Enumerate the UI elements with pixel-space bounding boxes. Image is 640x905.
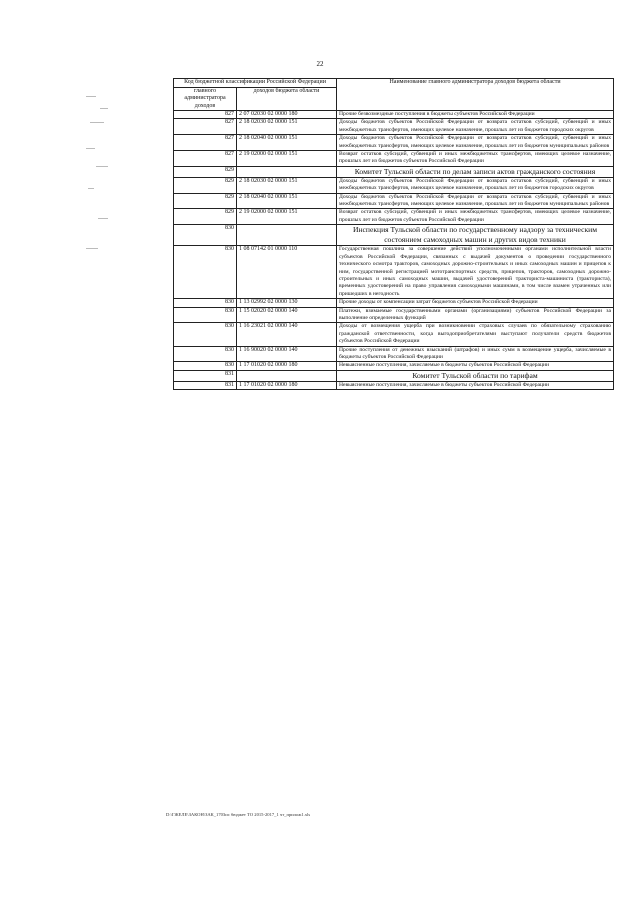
income-name-cell: Невыясненные поступления, зачисляемые в бюджеты субъектов Российской Федерации bbox=[337, 362, 614, 370]
income-name-cell: Платежи, взимаемые государственными органами (организациями) субъектов Российской Федерации за выполнение определенных функций bbox=[337, 307, 614, 323]
admin-code-cell: 831 bbox=[174, 381, 237, 389]
empty-code-cell bbox=[237, 370, 337, 381]
table-row bbox=[174, 307, 614, 323]
income-name-cell: Доходы бюджетов субъектов Российской Федерации от возврата остатков субсидий, субвенций и иных межбюджетных трансфертов, имеющих целевое назначение, прошлых лет из бюджетов городских округов bbox=[337, 177, 614, 193]
page-number: 22 bbox=[316, 60, 324, 68]
header-income-column: доходов бюджета области bbox=[237, 87, 337, 111]
income-name-cell: Доходы бюджетов субъектов Российской Федерации от возврата остатков субсидий, субвенций и иных межбюджетных трансфертов, имеющих целевое назначение, прошлых лет из бюджетов муниципальных районов bbox=[337, 193, 614, 209]
admin-code-cell: 827 bbox=[174, 119, 237, 135]
income-code-cell: 2 18 02030 02 0000 151 bbox=[237, 177, 337, 193]
income-code-cell: 2 18 02040 02 0000 151 bbox=[237, 193, 337, 209]
admin-code-cell: 829 bbox=[174, 193, 237, 209]
empty-code-cell bbox=[237, 225, 337, 246]
admin-code-cell: 830 bbox=[174, 225, 237, 246]
header-code-group: Код бюджетной классификации Российской Федерации bbox=[174, 79, 337, 88]
section-row bbox=[174, 225, 614, 246]
income-name-cell: Прочие поступления от денежных взысканий (штрафов) и иных сумм в возмещение ущерба, зачисляемые в бюджеты субъектов Российской Федерации bbox=[337, 346, 614, 362]
empty-code-cell bbox=[237, 166, 337, 177]
admin-code-cell: 830 bbox=[174, 299, 237, 307]
income-code-cell: 1 08 07142 01 0000 110 bbox=[237, 246, 337, 299]
admin-code-cell: 827 bbox=[174, 135, 237, 151]
budget-codes-table bbox=[173, 78, 614, 390]
header-name-column: Наименование главного администратора доходов бюджета области bbox=[337, 79, 614, 111]
footer-file-path: D:\ГЖЕЛЕ\ЗАКОН\ЗАК_1703ис бюджет ТО 2015-2017_1 чт_прилож1.xls bbox=[166, 812, 311, 817]
table-row bbox=[174, 246, 614, 299]
admin-code-cell: 830 bbox=[174, 246, 237, 299]
table-row bbox=[174, 177, 614, 193]
income-name-cell: Прочие безвозмездные поступления в бюджеты субъектов Российской Федерации bbox=[337, 111, 614, 119]
admin-code-cell: 830 bbox=[174, 346, 237, 362]
income-code-cell: 1 16 90020 02 0000 140 bbox=[237, 346, 337, 362]
admin-code-cell: 831 bbox=[174, 370, 237, 381]
section-row bbox=[174, 370, 614, 381]
income-name-cell: Доходы бюджетов субъектов Российской Федерации от возврата остатков субсидий, субвенций и иных межбюджетных трансфертов, имеющих целевое назначение, прошлых лет из бюджетов городских округов bbox=[337, 119, 614, 135]
admin-code-cell: 827 bbox=[174, 111, 237, 119]
margin-scan-marks bbox=[86, 88, 126, 258]
income-code-cell: 2 19 02000 02 0000 151 bbox=[237, 209, 337, 225]
table-row bbox=[174, 193, 614, 209]
admin-code-cell: 830 bbox=[174, 362, 237, 370]
admin-code-cell: 830 bbox=[174, 323, 237, 346]
income-code-cell: 1 15 02020 02 0000 140 bbox=[237, 307, 337, 323]
table-body bbox=[174, 111, 614, 390]
table-row bbox=[174, 111, 614, 119]
table-row bbox=[174, 362, 614, 370]
admin-code-cell: 829 bbox=[174, 166, 237, 177]
income-name-cell: Возврат остатков субсидий, субвенций и иных межбюджетных трансфертов, имеющих целевое назначение, прошлых лет из бюджетов субъектов Российской Федерации bbox=[337, 209, 614, 225]
table-row bbox=[174, 119, 614, 135]
income-name-cell: Доходы от возмещения ущерба при возникновении страховых случаев по обязательному страхованию гражданской ответственности, когда выгодоприобретателями выступают получатели средств бюджетов субъектов Российской Федерации bbox=[337, 323, 614, 346]
administrator-title-cell: Комитет Тульской области по делам записи актов гражданского состояния bbox=[337, 166, 614, 177]
administrator-title-cell: Комитет Тульской области по тарифам bbox=[337, 370, 614, 381]
income-code-cell: 1 17 01020 02 0000 180 bbox=[237, 362, 337, 370]
income-name-cell: Невыясненные поступления, зачисляемые в бюджеты субъектов Российской Федерации bbox=[337, 381, 614, 389]
admin-code-cell: 829 bbox=[174, 177, 237, 193]
admin-code-cell: 827 bbox=[174, 151, 237, 167]
income-code-cell: 1 16 23021 02 0000 140 bbox=[237, 323, 337, 346]
admin-code-cell: 829 bbox=[174, 209, 237, 225]
income-code-cell: 2 18 02030 02 0000 151 bbox=[237, 119, 337, 135]
admin-code-cell: 830 bbox=[174, 307, 237, 323]
income-name-cell: Доходы бюджетов субъектов Российской Федерации от возврата остатков субсидий, субвенций и иных межбюджетных трансфертов, имеющих целевое назначение, прошлых лет из бюджетов муниципальных районов bbox=[337, 135, 614, 151]
table-row bbox=[174, 209, 614, 225]
section-row bbox=[174, 166, 614, 177]
income-code-cell: 2 07 02030 02 0000 180 bbox=[237, 111, 337, 119]
header-admin-column: главного администратора доходов bbox=[174, 87, 237, 111]
table-row bbox=[174, 323, 614, 346]
table-row bbox=[174, 135, 614, 151]
income-name-cell: Возврат остатков субсидий, субвенций и иных межбюджетных трансфертов, имеющих целевое назначение, прошлых лет из бюджетов субъектов Российской Федерации bbox=[337, 151, 614, 167]
income-code-cell: 1 13 02992 02 0000 130 bbox=[237, 299, 337, 307]
income-code-cell: 1 17 01020 02 0000 180 bbox=[237, 381, 337, 389]
income-code-cell: 2 18 02040 02 0000 151 bbox=[237, 135, 337, 151]
table-row bbox=[174, 299, 614, 307]
table-row bbox=[174, 346, 614, 362]
income-name-cell: Прочие доходы от компенсации затрат бюджетов субъектов Российской Федерации bbox=[337, 299, 614, 307]
income-code-cell: 2 19 02000 02 0000 151 bbox=[237, 151, 337, 167]
table-row bbox=[174, 381, 614, 389]
administrator-title-cell: Инспекция Тульской области по государственному надзору за техническим состоянием самоходных машин и других видов техники bbox=[337, 225, 614, 246]
income-name-cell: Государственная пошлина за совершение действий уполномоченными органами исполнительной власти субъектов Российской Федерации, связанных с выдачей документов о проведении государственного технического осмотра тракторов, самоходных дорожно-строительных и иных самоходных машин и прицепов к ним, государственной регистрацией мототранспортных средств, прицепов, тракторов, самоходных дорожно-строительных и иных самоходных машин, выдачей удостоверений тракториста-машиниста (тракториста), временных удостоверений на право управления самоходными машинами, в том числе взамен утраченных или пришедших в негодность bbox=[337, 246, 614, 299]
table-row bbox=[174, 151, 614, 167]
